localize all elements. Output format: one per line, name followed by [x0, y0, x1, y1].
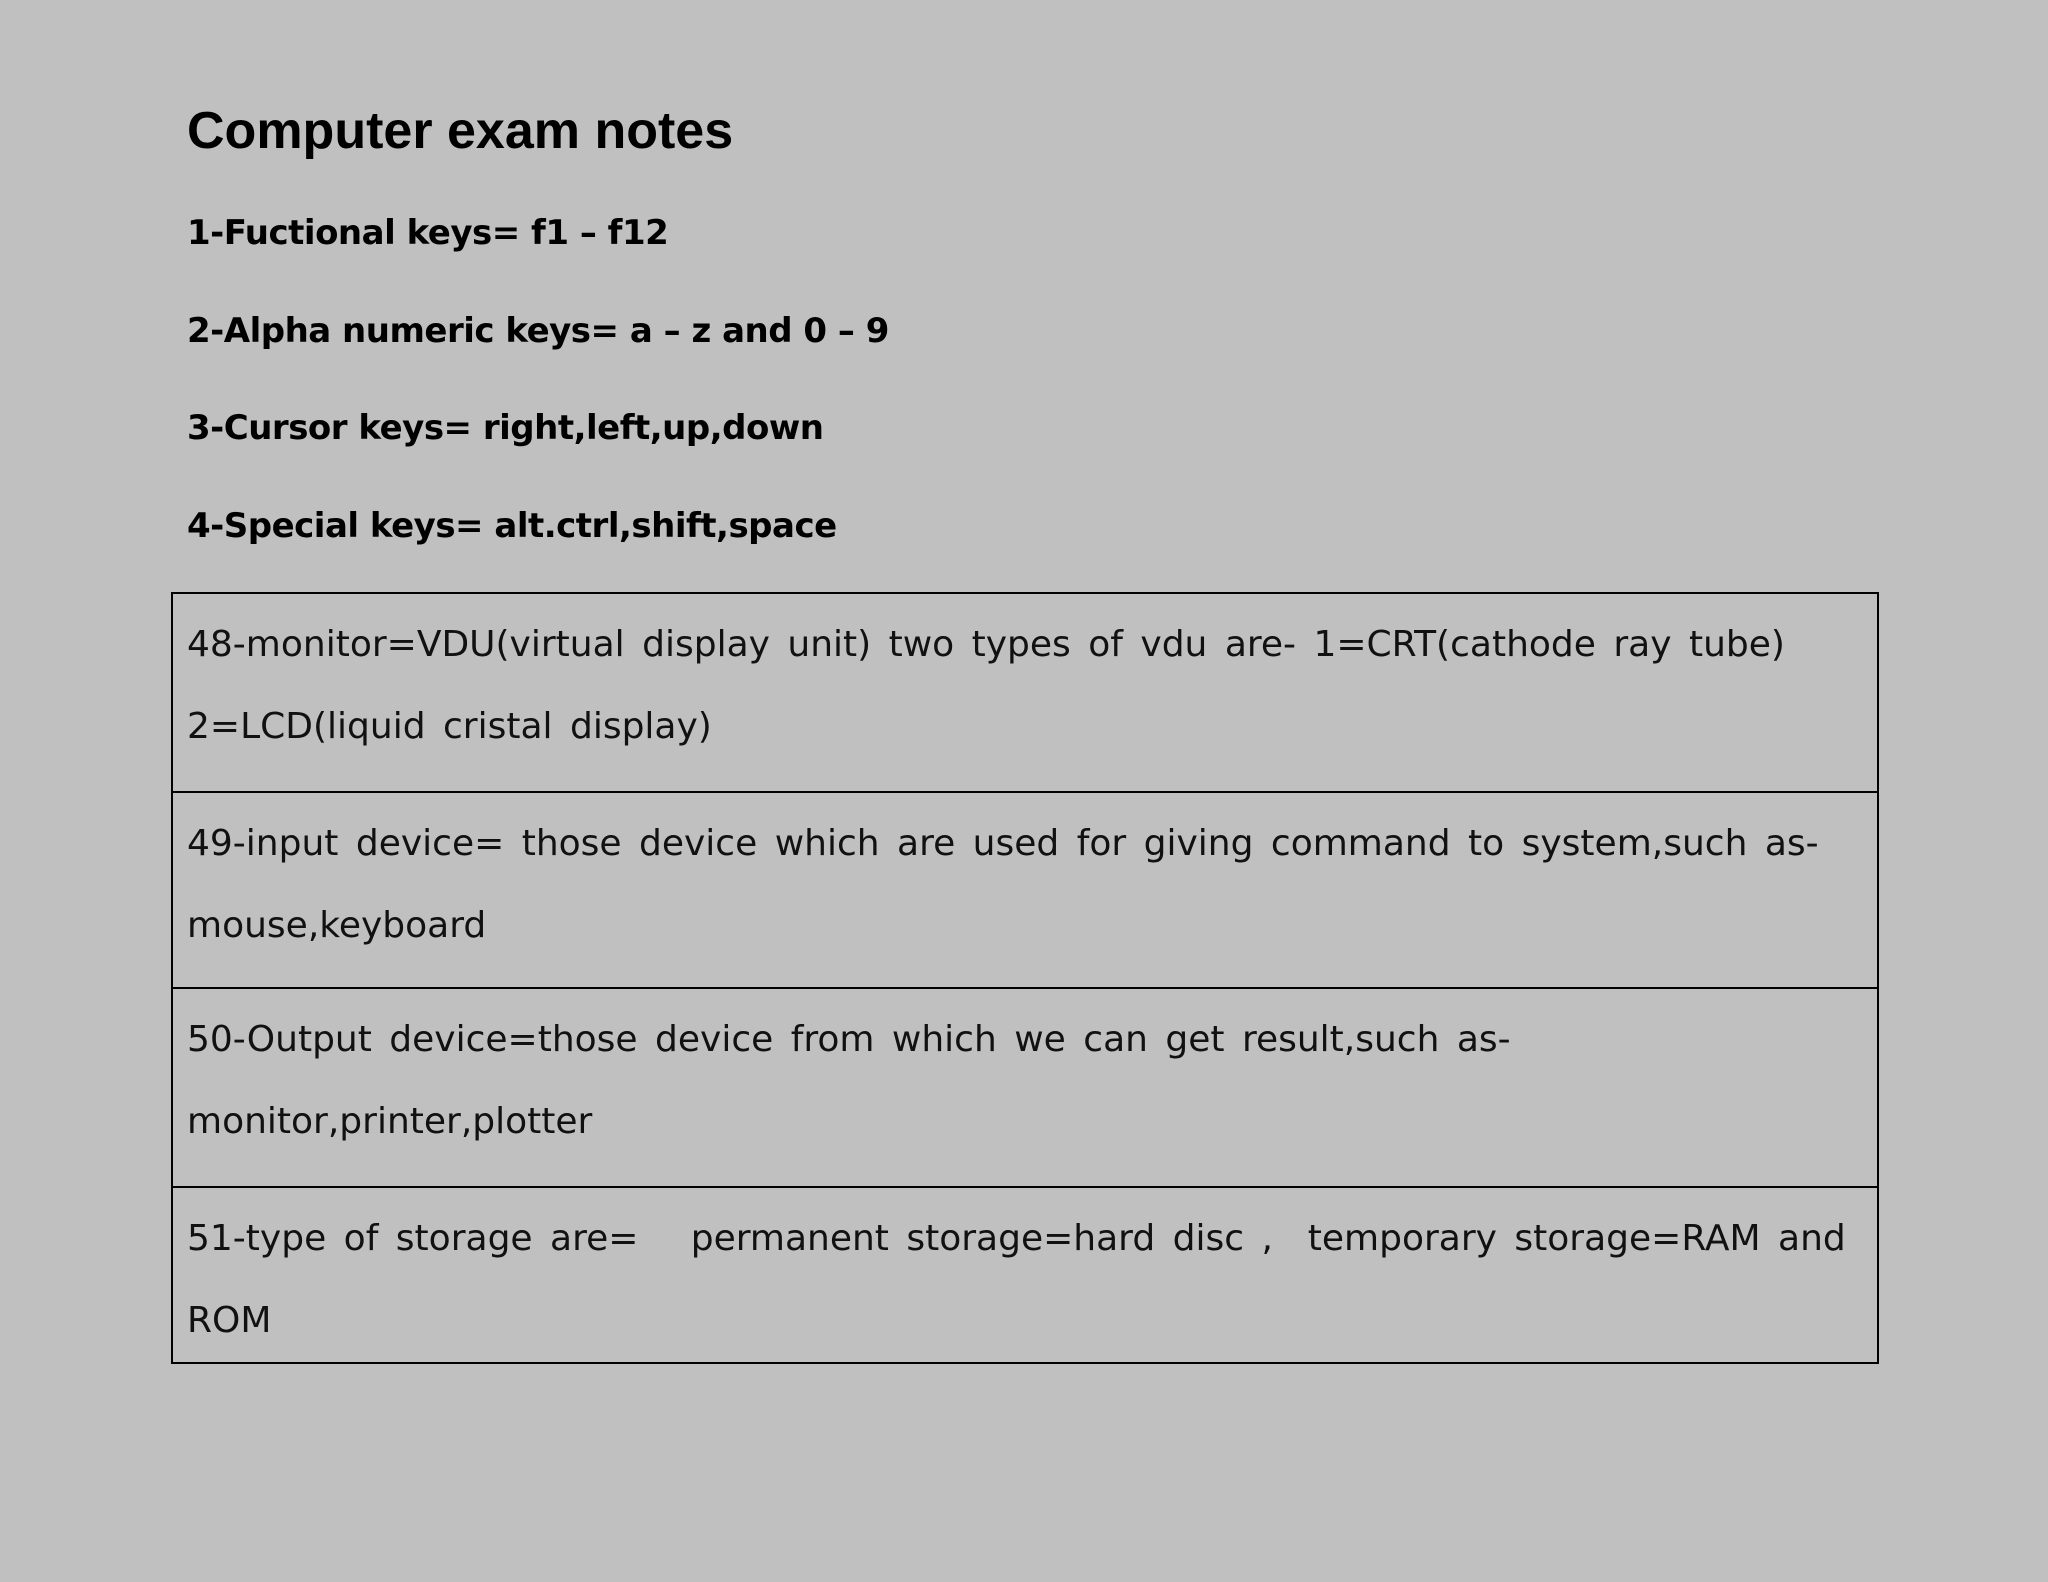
key-note-alphanumeric: 2-Alpha numeric keys= a – z and 0 – 9: [187, 311, 889, 351]
cell-text-line: monitor,printer,plotter: [187, 1101, 593, 1142]
table-row: [172, 593, 1878, 792]
table-row: [172, 792, 1878, 988]
table-row: [172, 988, 1878, 1187]
table-cell-storage: [172, 1187, 1878, 1363]
table-cell-input-device: [172, 792, 1878, 988]
cell-text-line: 48-monitor=VDU(virtual display unit) two types of vdu are- 1=CRT(cathode ray tube): [187, 624, 1785, 665]
cell-text-line: mouse,keyboard: [187, 905, 487, 946]
table-cell-output-device: [172, 988, 1878, 1187]
cell-text-line: ROM: [187, 1300, 272, 1341]
cell-text-line: 2=LCD(liquid cristal display): [187, 706, 712, 747]
notes-table: [171, 592, 1879, 1364]
table-row: [172, 1187, 1878, 1363]
table-cell-monitor: [172, 593, 1878, 792]
key-note-cursor: 3-Cursor keys= right,left,up,down: [187, 408, 824, 448]
cell-text-line: 51-type of storage are= permanent storage=hard disc , temporary storage=RAM and: [187, 1218, 1846, 1259]
cell-text-line: 49-input device= those device which are used for giving command to system,such as-: [187, 823, 1819, 864]
document-title: Computer exam notes: [187, 102, 734, 160]
cell-text-line: 50-Output device=those device from which we can get result,such as-: [187, 1019, 1511, 1060]
key-note-functional: 1-Fuctional keys= f1 – f12: [187, 213, 669, 253]
key-note-special: 4-Special keys= alt.ctrl,shift,space: [187, 506, 837, 546]
